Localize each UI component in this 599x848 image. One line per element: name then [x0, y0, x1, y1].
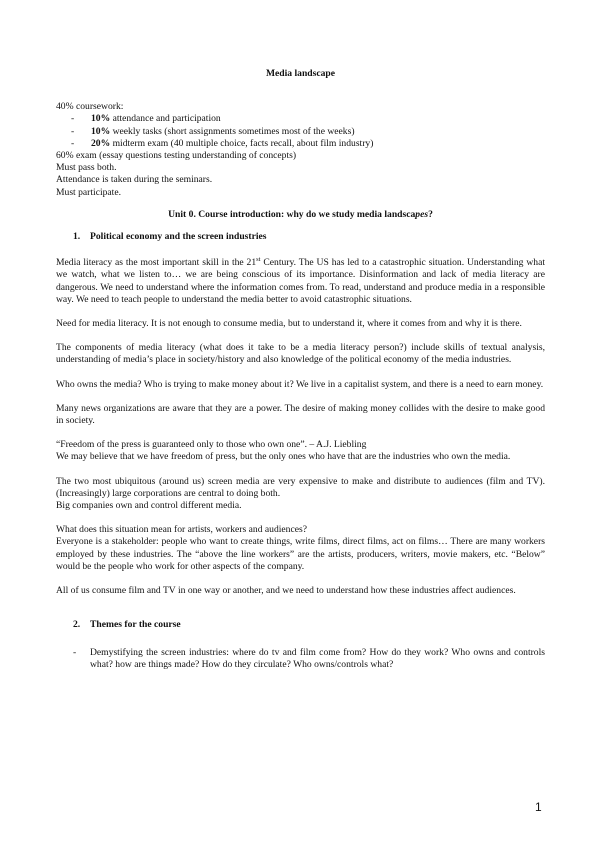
paragraph: The components of media literacy (what does it take to be a media literacy person?) include skills of textual analysis, understanding of media’s place in society/history and also knowledge of the political economy of the media industries. [56, 342, 545, 366]
theme-text: Demystifying the screen industries: where do tv and film come from? How do they work? Who owns and controls what? how are things made? How do they circulate? Who owns/controls what? [90, 646, 545, 670]
paragraph: All of us consume film and TV in one way or another, and we need to understand how these industries affect audiences. [56, 585, 516, 597]
grading-item [71, 126, 545, 138]
paragraph: We may believe that we have freedom of press, but the only ones who have that are the industries who own the media. [56, 451, 511, 463]
paragraph: Need for media literacy. It is not enough to consume media, but to understand it, where it comes from and why it is there. [56, 318, 522, 330]
paragraph: Many news organizations are aware that they are a power. The desire of making money collides with the desire to make good in society. [56, 402, 545, 427]
paragraph-text: Media literacy as the most important skill in the 21 [56, 257, 257, 269]
theme-item [73, 647, 545, 671]
paragraph: The two most ubiquitous (around us) screen media are very expensive to make and distribute to audiences (film and TV). (Increasingly) large corporations are central to doing both. [56, 475, 545, 499]
section-number: 2. [73, 619, 81, 631]
grading-text: attendance and participation [110, 113, 221, 125]
grading-text: midterm exam (40 multiple choice, facts recall, about film industry) [110, 137, 374, 149]
note-line: Must pass both. [56, 162, 117, 174]
unit-heading-text: Unit 0. Course introduction: why do we study media landsca [168, 208, 416, 220]
note-line: Must participate. [56, 186, 122, 198]
question-line: What does this situation mean for artists, workers and audiences? [56, 524, 307, 536]
grading-percent: 10% [91, 125, 111, 137]
unit-heading-suffix: ? [428, 208, 433, 220]
bullet-dash: - [71, 125, 75, 137]
superscript: st [256, 256, 261, 264]
paragraph: Everyone is a stakeholder: people who want to create things, write films, direct films, act on films… There are many workers employed by these industries. The “above the line workers” are the artists, producers, writers, movie makers, etc. “Below” would be the people who work for other aspects of the company. [56, 536, 545, 572]
quote: “Freedom of the press is guaranteed only to those who own one”. – A.J. Liebling [56, 439, 367, 451]
section-number: 1. [73, 231, 81, 243]
grading-percent: 20% [91, 137, 111, 149]
bullet-dash: - [73, 646, 77, 658]
coursework-line: 40% coursework: [56, 101, 124, 113]
unit-heading [56, 209, 545, 221]
paragraph [56, 257, 545, 306]
unit-heading-italic: pes [415, 208, 429, 220]
grading-item [71, 138, 545, 150]
grading-item [71, 113, 545, 125]
bullet-dash: - [71, 113, 75, 125]
section-title: Political economy and the screen industries [90, 231, 267, 243]
grading-percent: 10% [91, 113, 111, 125]
paragraph: Who owns the media? Who is trying to make money about it? We live in a capitalist system, and there is a need to earn money. [56, 378, 544, 390]
document-body [56, 68, 545, 671]
paragraph-text: Century. The US has led to a catastrophic situation. Understanding what we watch, what we listen to… we are being conscious of its importance. Disinformation and lack of media literacy are dangerous. We need to understand where the information comes from. To read, understand and produce media in a responsible way. We need to teach people to understand the media better to avoid catastrophic situations. [56, 257, 545, 305]
section-heading [73, 619, 545, 631]
section-heading [73, 231, 545, 243]
document-title: Media landscape [265, 68, 336, 79]
paragraph: Big companies own and control different media. [56, 500, 242, 512]
section-title: Themes for the course [90, 619, 181, 631]
note-line: Attendance is taken during the seminars. [56, 174, 213, 186]
grading-text: weekly tasks (short assignments sometimes most of the weeks) [110, 125, 355, 137]
page-number: 1 [535, 800, 542, 814]
exam-line: 60% exam (essay questions testing understanding of concepts) [56, 150, 297, 162]
bullet-dash: - [71, 137, 75, 149]
